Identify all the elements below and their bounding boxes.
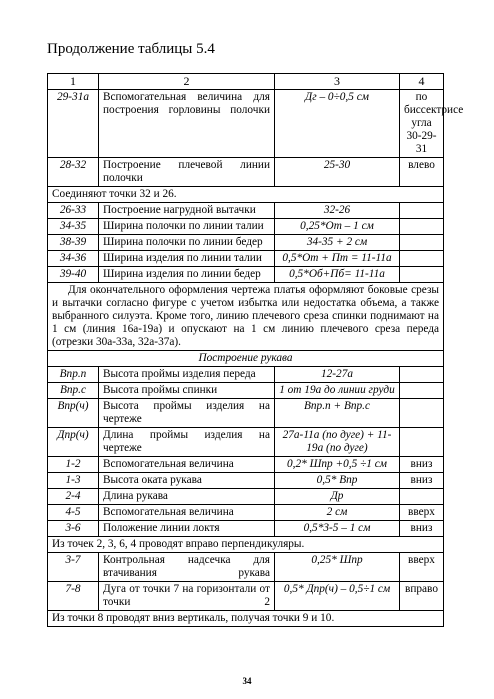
table-row: [48, 428, 444, 457]
page-title: Продолжение таблицы 5.4: [47, 41, 215, 57]
segment-cell: Впр.с: [48, 383, 99, 399]
formula-cell: 0,5*От + Пт = 11-11а: [275, 251, 400, 267]
direction-cell: вниз: [400, 521, 444, 537]
table-row: [48, 553, 444, 582]
table-row: [48, 203, 444, 219]
formula-cell: 12-27а: [275, 367, 400, 383]
direction-cell: вниз: [400, 457, 444, 473]
formula-cell: 0,5* Дпр(ч) – 0,5÷1 см: [275, 582, 400, 611]
segment-cell: 29-31а: [48, 90, 99, 158]
description-cell: Ширина изделия по линии талии: [99, 251, 275, 267]
note-paragraph: Для окончательного оформления чертежа платья оформляют боковые срезы и вытачки согласно фигуре с учетом избытка или недостатка объема, а также выбранного силуэта. Кроме того, линию плечевого среза спинки поднимают на 1 см (линия 16а-19а) и опускают на 1 см линию плечевого среза переда (отрезки 30а-33а, 32а-37а).: [48, 283, 444, 351]
table-row: [48, 489, 444, 505]
table-row: [48, 383, 444, 399]
description-cell: Положение линии локтя: [99, 521, 275, 537]
direction-cell: вверх: [400, 505, 444, 521]
table-row: [48, 267, 444, 283]
description-cell: Построение нагрудной вытачки: [99, 203, 275, 219]
direction-cell: [400, 235, 444, 251]
description-cell: Ширина изделия по линии бедер: [99, 267, 275, 283]
table-row: [48, 505, 444, 521]
description-cell: Высота проймы спинки: [99, 383, 275, 399]
segment-cell: 7-8: [48, 582, 99, 611]
formula-cell: 0,2* Шпр +0,5 ÷1 см: [275, 457, 400, 473]
table-header-row: [48, 74, 444, 90]
segment-cell: Дпр(ч): [48, 428, 99, 457]
formula-cell: 0,5*Об+Пб= 11-11а: [275, 267, 400, 283]
formula-cell: Дг – 0÷0,5 см: [275, 90, 400, 158]
segment-cell: Впр(ч): [48, 399, 99, 428]
segment-cell: 1-2: [48, 457, 99, 473]
segment-cell: 26-33: [48, 203, 99, 219]
formula-cell: 0,25* Шпр: [275, 553, 400, 582]
formula-cell: Др: [275, 489, 400, 505]
segment-cell: 34-35: [48, 219, 99, 235]
page-number: 34: [242, 676, 252, 686]
formula-cell: 0,25*От – 1 см: [275, 219, 400, 235]
direction-cell: влево: [400, 158, 444, 187]
formula-cell: 1 от 19а до линии груди: [275, 383, 400, 399]
segment-cell: 3-6: [48, 521, 99, 537]
formula-cell: Впр.п + Впр.с: [275, 399, 400, 428]
direction-cell: [400, 251, 444, 267]
description-cell: Вспомогательная величина для построения горловины полочки: [99, 90, 275, 158]
table-row: [48, 473, 444, 489]
direction-cell: [400, 399, 444, 428]
formula-cell: 2 см: [275, 505, 400, 521]
header-cell: 3: [275, 74, 400, 90]
table-row: [48, 90, 444, 158]
table-row: [48, 283, 444, 351]
description-cell: Длина проймы изделия на чертеже: [99, 428, 275, 457]
direction-cell: [400, 219, 444, 235]
segment-cell: 3-7: [48, 553, 99, 582]
formula-cell: 32-26: [275, 203, 400, 219]
direction-cell: вниз: [400, 473, 444, 489]
description-cell: Высота оката рукава: [99, 473, 275, 489]
table-row: [48, 521, 444, 537]
direction-cell: [400, 383, 444, 399]
header-cell: 4: [400, 74, 444, 90]
description-cell: Дуга от точки 7 на горизонтали от точки 2: [99, 582, 275, 611]
segment-cell: 39-40: [48, 267, 99, 283]
segment-cell: 34-36: [48, 251, 99, 267]
table-row: [48, 611, 444, 627]
direction-cell: [400, 203, 444, 219]
table-row: [48, 251, 444, 267]
instruction-row: Соединяют точки 32 и 26.: [48, 187, 444, 203]
formula-cell: 27а-11а (по дуге) + 11-19а (по дуге): [275, 428, 400, 457]
table-row: [48, 582, 444, 611]
table-row: [48, 187, 444, 203]
segment-cell: 1-3: [48, 473, 99, 489]
formula-cell: 0,5* Впр: [275, 473, 400, 489]
direction-cell: [400, 428, 444, 457]
measurement-table: [47, 73, 464, 627]
segment-cell: 4-5: [48, 505, 99, 521]
formula-cell: 0,5*3-5 – 1 см: [275, 521, 400, 537]
direction-cell: [400, 267, 444, 283]
direction-cell: вправо: [400, 582, 444, 611]
formula-cell: 34-35 + 2 см: [275, 235, 400, 251]
description-cell: Ширина полочки по линии бедер: [99, 235, 275, 251]
description-cell: Ширина полочки по линии талии: [99, 219, 275, 235]
section-heading: Построение рукава: [48, 351, 444, 367]
description-cell: Вспомогательная величина: [99, 457, 275, 473]
segment-cell: 2-4: [48, 489, 99, 505]
table-row: [48, 399, 444, 428]
description-cell: Высота проймы изделия переда: [99, 367, 275, 383]
table-row: [48, 235, 444, 251]
table-row: [48, 351, 444, 367]
table-row: [48, 537, 444, 553]
description-cell: Длина рукава: [99, 489, 275, 505]
description-cell: Вспомогательная величина: [99, 505, 275, 521]
formula-cell: 25-30: [275, 158, 400, 187]
description-cell: Контрольная надсечка для втачивания рукава: [99, 553, 275, 582]
table-row: [48, 219, 444, 235]
direction-cell: [400, 489, 444, 505]
table-row: [48, 367, 444, 383]
header-cell: 2: [99, 74, 275, 90]
direction-cell: [400, 367, 444, 383]
description-cell: Высота проймы изделия на чертеже: [99, 399, 275, 428]
header-cell: 1: [48, 74, 99, 90]
table-row: [48, 158, 444, 187]
description-cell: Построение плечевой линии полочки: [99, 158, 275, 187]
instruction-row: Из точки 8 проводят вниз вертикаль, получая точки 9 и 10.: [48, 611, 444, 627]
segment-cell: 38-39: [48, 235, 99, 251]
segment-cell: 28-32: [48, 158, 99, 187]
direction-cell: по биссектрисе угла 30-29-31: [400, 90, 444, 158]
table-row: [48, 457, 444, 473]
segment-cell: Впр.п: [48, 367, 99, 383]
direction-cell: вверх: [400, 553, 444, 582]
instruction-row: Из точек 2, 3, 6, 4 проводят вправо перпендикуляры.: [48, 537, 444, 553]
